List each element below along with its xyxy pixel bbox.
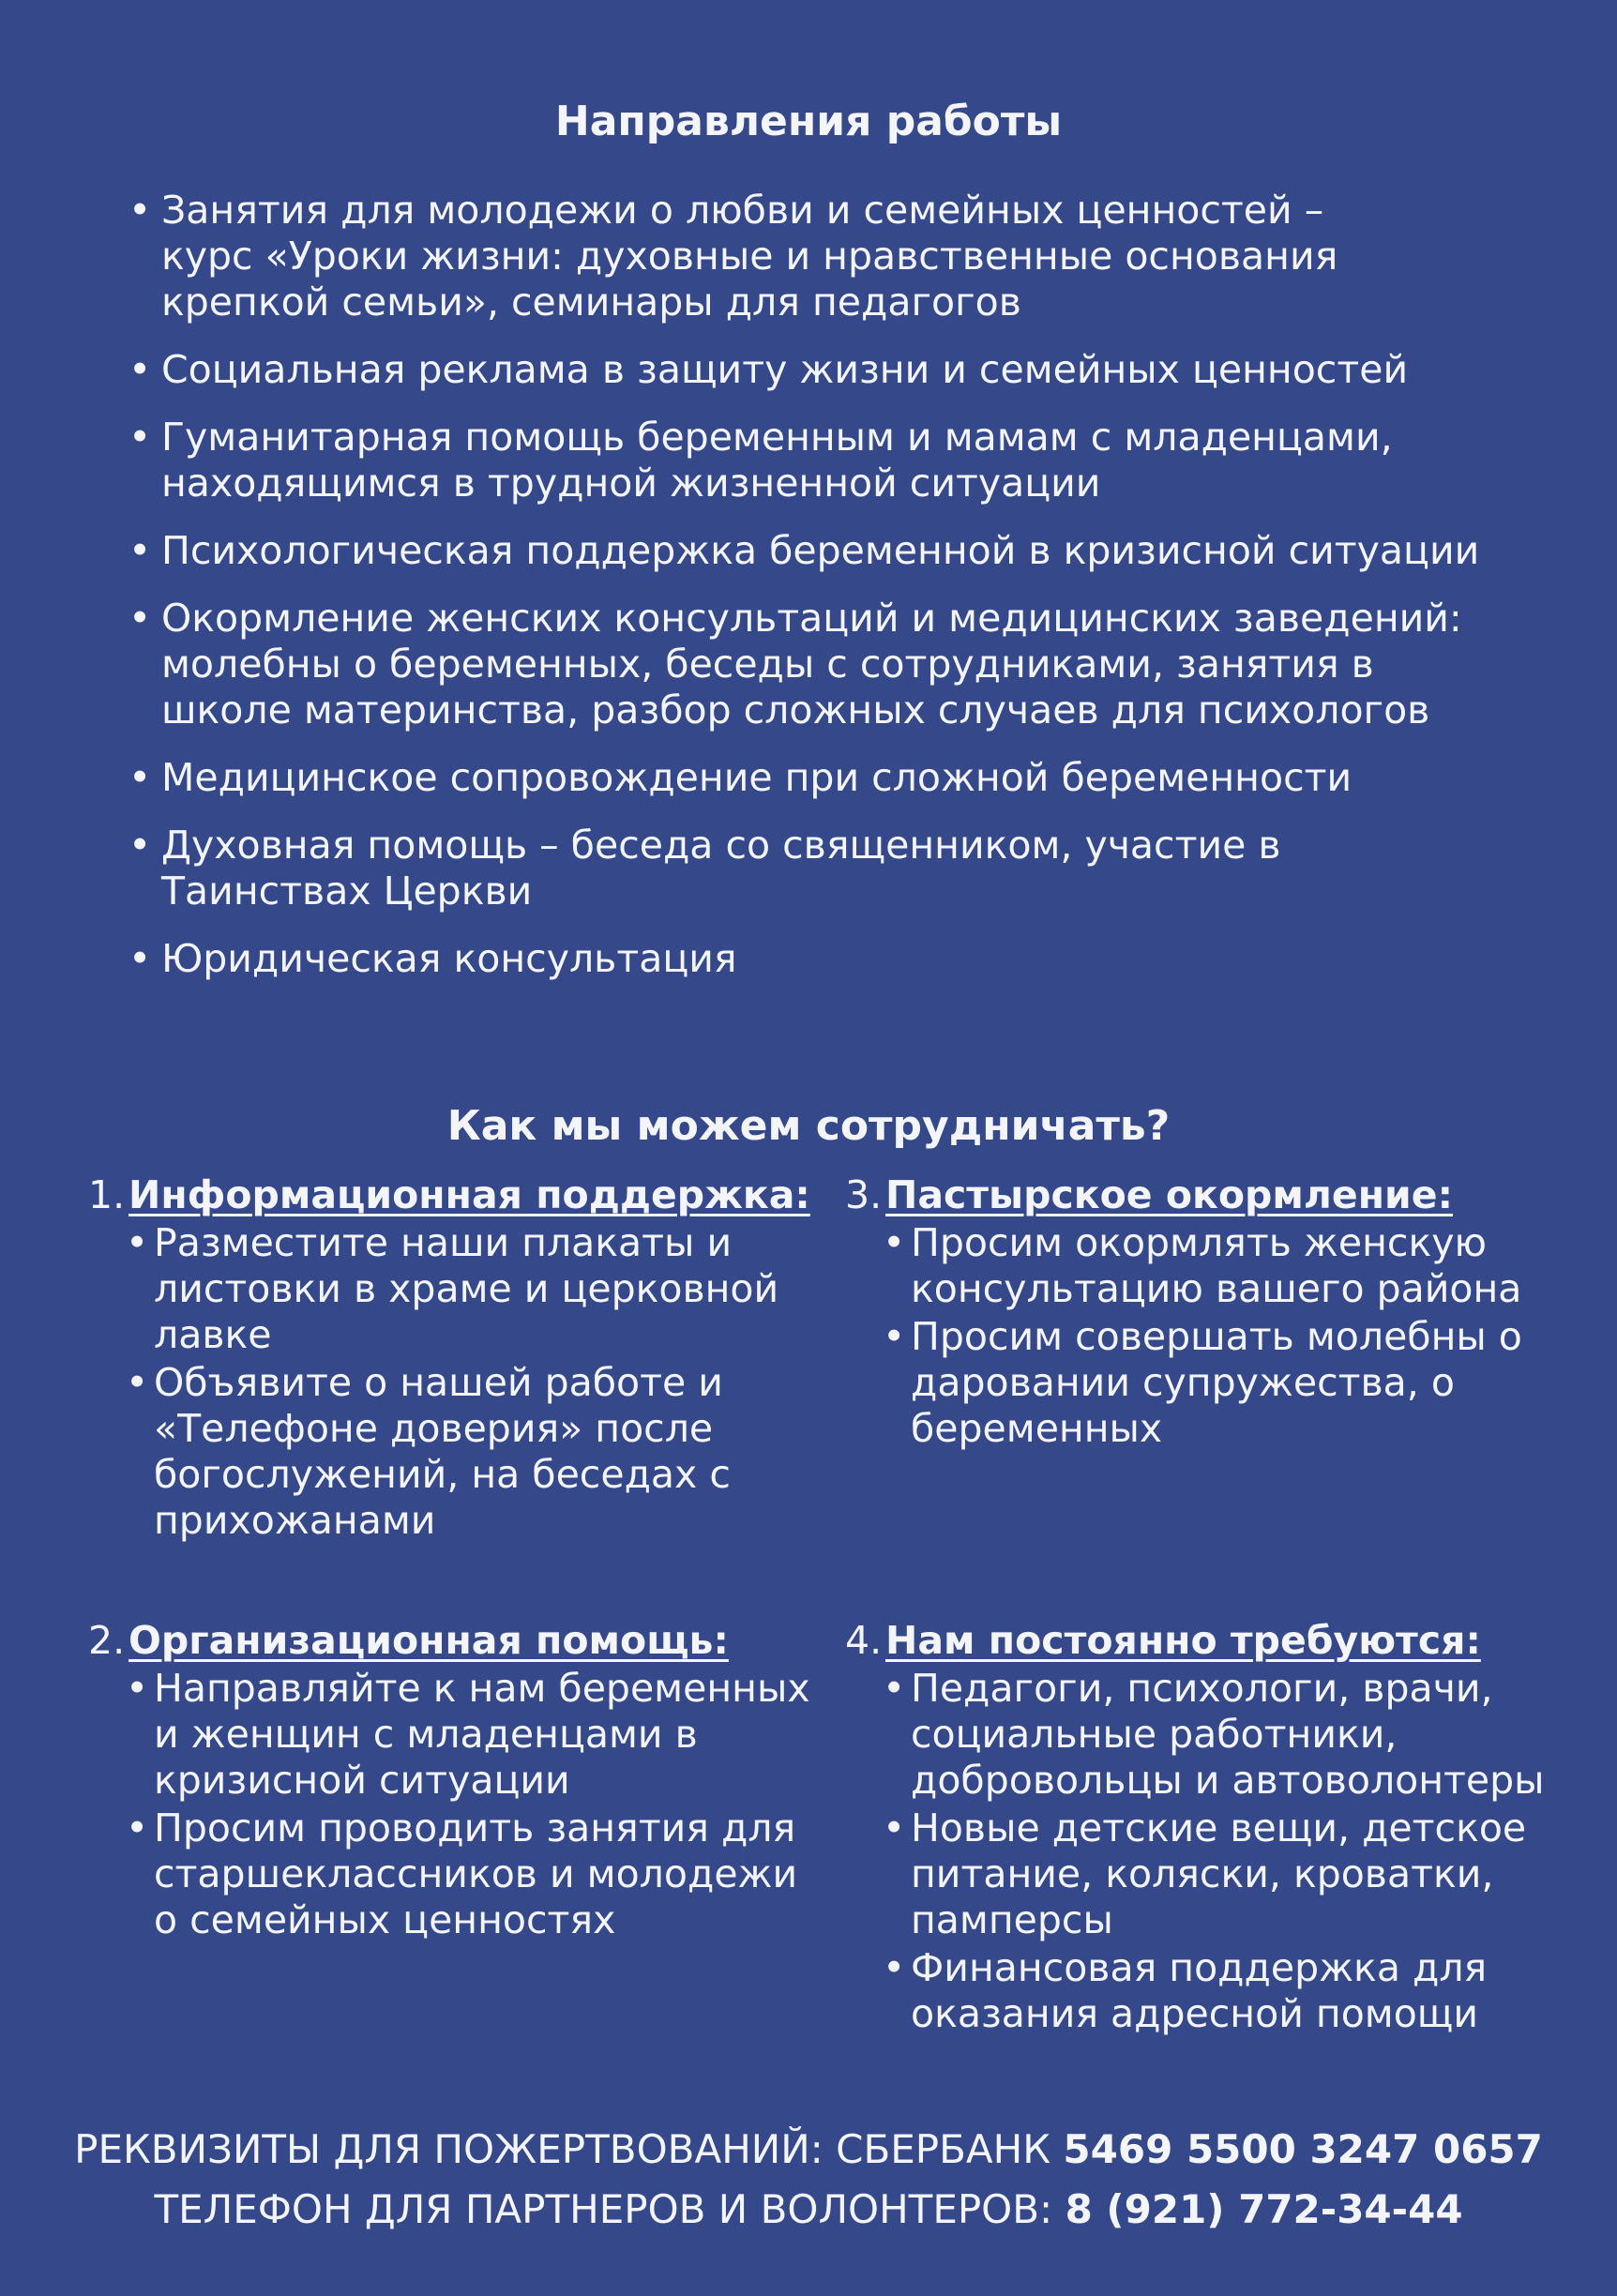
list-item: • Объявите о нашей работе и «Телефоне доверия» после богослужений, на беседах с прихожанами [88, 1360, 829, 1544]
directions-title: Направления работы [554, 98, 1063, 145]
section-organizational-help [88, 1618, 829, 1943]
list-item: • Новые детские вещи, детское питание, коляски, кроватки, памперсы [845, 1805, 1595, 1943]
directions-list [128, 188, 1592, 1004]
section-title: Информационная поддержка: [128, 1172, 810, 1217]
list-item: • Юридическая консультация [128, 936, 1592, 982]
list-item: • Гуманитарная помощь беременным и мамам с младенцами, находящимся в трудной жизненной ситуации [128, 415, 1493, 506]
card-number: 5469 5500 3247 0657 [1063, 2126, 1543, 2172]
cooperation-title: Как мы можем сотрудничать? [446, 1102, 1171, 1150]
section-title: Нам постоянно требуются: [885, 1618, 1481, 1663]
section-informational-support [88, 1172, 829, 1544]
list-item: • Социальная реклама в защиту жизни и семейных ценностей [128, 347, 1592, 393]
partner-phone [0, 2180, 1617, 2240]
list-item: • Разместите наши плакаты и листовки в храме и церковной лавке [88, 1220, 829, 1358]
list-item: • Занятия для молодежи о любви и семейных ценностей – курс «Уроки жизни: духовные и нравственные основания крепкой семьи», семинары для педагогов [128, 188, 1399, 325]
section-pastoral-care [845, 1172, 1577, 1452]
donation-details [0, 2120, 1617, 2180]
phone-label: ТЕЛЕФОН ДЛЯ ПАРТНЕРОВ И ВОЛОНТЕРОВ: [154, 2186, 1053, 2232]
list-item: • Психологическая поддержка беременной в кризисной ситуации [128, 528, 1592, 574]
section-title: Пастырское окормление: [885, 1172, 1453, 1217]
list-item: • Окормление женских консультаций и медицинских заведений: молебны о беременных, беседы с сотрудниками, занятия в школе материнства, разбор сложных случаев для психологов [128, 596, 1503, 733]
section-needs [845, 1618, 1595, 2037]
list-item: • Просим окормлять женскую консультацию вашего района [845, 1220, 1577, 1312]
list-item: • Просим совершать молебны о даровании супружества, о беременных [845, 1314, 1577, 1452]
list-item: • Направляйте к нам беременных и женщин с младенцами в кризисной ситуации [88, 1666, 829, 1804]
list-item: • Финансовая поддержка для оказания адресной помощи [845, 1945, 1595, 2037]
phone-number: 8 (921) 772-34-44 [1065, 2186, 1463, 2232]
section-number: 3. [845, 1172, 883, 1217]
section-number: 1. [88, 1172, 126, 1217]
list-item: • Духовная помощь – беседа со священником, участие в Таинствах Церкви [128, 823, 1418, 914]
list-item: • Медицинское сопровождение при сложной беременности [128, 755, 1592, 801]
section-number: 2. [88, 1618, 126, 1663]
list-item: • Педагоги, психологи, врачи, социальные работники, добровольцы и автоволонтеры [845, 1666, 1595, 1804]
section-title: Организационная помощь: [128, 1618, 729, 1663]
donation-label: РЕКВИЗИТЫ ДЛЯ ПОЖЕРТВОВАНИЙ: СБЕРБАНК [74, 2126, 1051, 2172]
list-item: • Просим проводить занятия для старшеклассников и молодежи о семейных ценностях [88, 1805, 829, 1943]
section-number: 4. [845, 1618, 883, 1663]
